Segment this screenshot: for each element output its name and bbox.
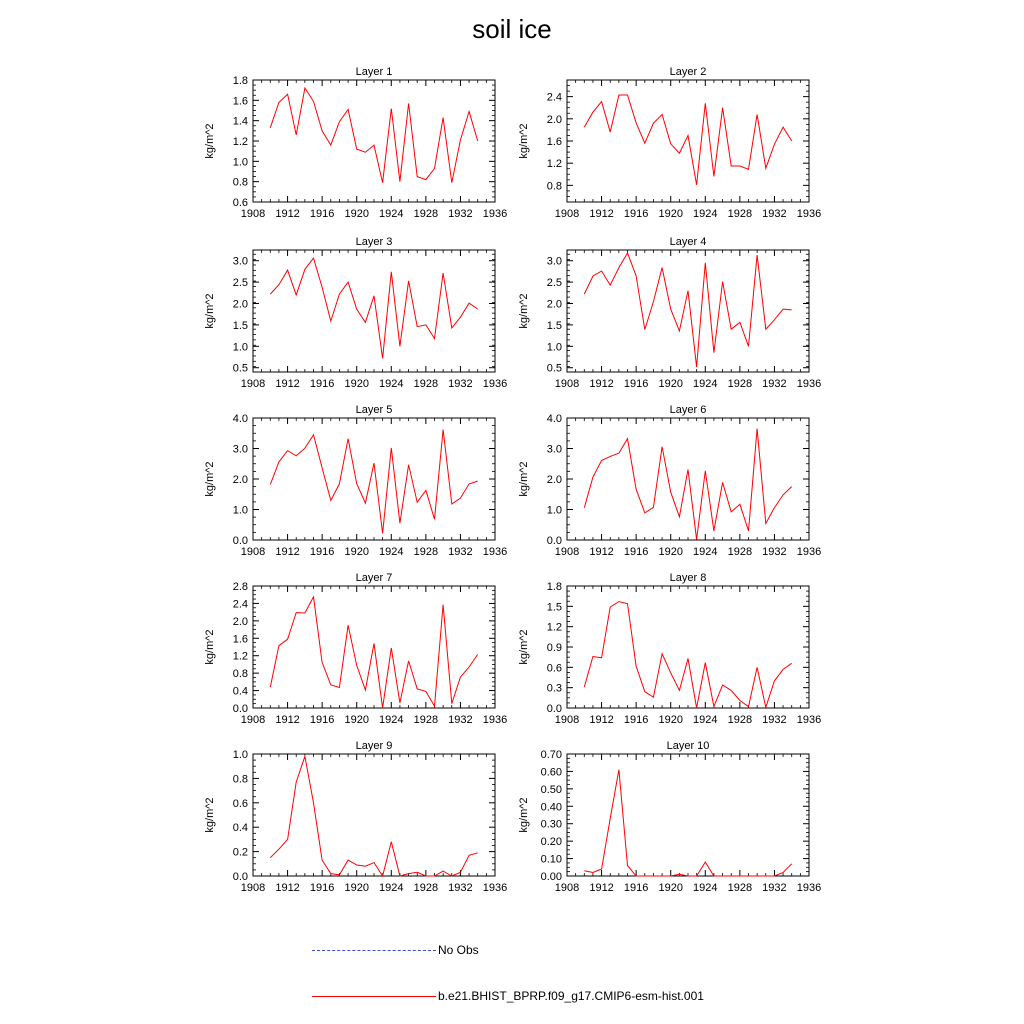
y-tick-label: 1.5 (546, 601, 562, 614)
x-tick-label: 1908 (240, 208, 266, 220)
y-tick-label: 0.70 (540, 749, 562, 761)
plot-frame (253, 418, 495, 540)
panel-title: Layer 2 (669, 66, 707, 78)
y-axis-label: kg/m^2 (204, 123, 216, 159)
x-tick-label: 1912 (589, 882, 614, 894)
x-tick-label: 1912 (589, 546, 614, 558)
x-tick-label: 1936 (482, 378, 508, 390)
y-tick-label: 1.0 (232, 749, 248, 761)
panel-title: Layer 10 (666, 740, 710, 752)
x-tick-label: 1908 (240, 882, 266, 894)
y-tick-label: 1.2 (232, 136, 248, 148)
x-tick-label: 1916 (623, 546, 649, 558)
y-tick-label: 1.8 (232, 75, 248, 87)
x-tick-label: 1912 (275, 208, 300, 220)
x-tick-label: 1928 (413, 208, 439, 220)
plot-frame (567, 250, 809, 372)
y-tick-label: 1.8 (546, 581, 562, 593)
panel-title: Layer 8 (669, 572, 707, 584)
x-tick-label: 1936 (482, 714, 508, 726)
legend-swatch-dashed (312, 950, 436, 951)
y-tick-label: 2.5 (546, 277, 562, 290)
x-tick-label: 1928 (413, 546, 439, 558)
y-tick-label: 3.0 (546, 255, 562, 268)
x-tick-label: 1920 (658, 208, 683, 220)
y-tick-label: 1.0 (232, 341, 248, 354)
y-axis-label: kg/m^2 (204, 293, 216, 329)
y-tick-label: 1.2 (546, 621, 562, 634)
x-tick-label: 1916 (623, 882, 649, 894)
y-tick-label: 1.0 (232, 504, 248, 517)
panel-title: Layer 3 (355, 236, 393, 248)
panel-title: Layer 5 (355, 404, 393, 416)
x-tick-label: 1912 (589, 714, 614, 726)
series-line (584, 602, 791, 708)
plot-frame (567, 80, 809, 202)
x-tick-label: 1924 (379, 714, 404, 726)
x-tick-label: 1920 (658, 882, 683, 894)
y-tick-label: 4.0 (232, 413, 248, 425)
x-tick-label: 1932 (448, 882, 473, 894)
x-tick-label: 1928 (727, 882, 753, 894)
series-line (584, 770, 791, 876)
chart-panel-layer-7 (204, 572, 507, 726)
x-tick-label: 1920 (658, 546, 683, 558)
x-tick-label: 1936 (796, 546, 822, 558)
x-tick-label: 1916 (623, 208, 649, 220)
chart-panel-layer-1 (204, 66, 507, 220)
y-tick-label: 0.6 (232, 797, 248, 810)
x-tick-label: 1936 (796, 208, 822, 220)
y-tick-label: 0.5 (232, 362, 248, 375)
series-line (270, 88, 477, 183)
y-tick-label: 2.4 (232, 598, 248, 611)
x-tick-label: 1932 (448, 208, 473, 220)
x-tick-label: 1932 (448, 714, 473, 726)
series-line (270, 258, 477, 358)
x-tick-label: 1936 (796, 882, 822, 894)
x-tick-label: 1920 (344, 714, 369, 726)
y-tick-label: 3.0 (232, 443, 248, 456)
series-line (584, 253, 791, 367)
y-tick-label: 2.5 (232, 277, 248, 290)
y-tick-label: 1.5 (232, 319, 248, 332)
panel-title: Layer 6 (669, 404, 707, 416)
y-tick-label: 1.5 (546, 319, 562, 332)
panel-title: Layer 7 (355, 572, 393, 584)
y-tick-label: 0.5 (546, 362, 562, 375)
y-tick-label: 1.2 (546, 158, 562, 171)
x-tick-label: 1908 (554, 378, 580, 390)
y-tick-label: 0.0 (232, 535, 248, 547)
x-tick-label: 1908 (554, 208, 580, 220)
x-tick-label: 1924 (693, 882, 718, 894)
chart-panel-layer-8 (518, 572, 821, 726)
y-tick-label: 0.30 (540, 818, 562, 831)
x-tick-label: 1912 (275, 714, 300, 726)
chart-panel-layer-3 (204, 236, 507, 390)
y-axis-label: kg/m^2 (204, 629, 216, 665)
panel-title: Layer 1 (355, 66, 393, 78)
y-axis-label: kg/m^2 (518, 461, 530, 497)
x-tick-label: 1924 (379, 208, 404, 220)
y-tick-label: 0.4 (232, 685, 248, 698)
y-tick-label: 0.40 (540, 801, 562, 814)
legend-label-model: b.e21.BHIST_BPRP.f09_g17.CMIP6-esm-hist.001 (438, 989, 704, 1003)
y-tick-label: 1.6 (232, 633, 248, 646)
plot-frame (253, 80, 495, 202)
panel-title: Layer 4 (669, 236, 707, 248)
x-tick-label: 1920 (658, 714, 683, 726)
x-tick-label: 1932 (762, 882, 787, 894)
x-tick-label: 1912 (275, 546, 300, 558)
x-tick-label: 1936 (796, 714, 822, 726)
x-tick-label: 1928 (413, 714, 439, 726)
x-tick-label: 1916 (309, 378, 335, 390)
panel-title: Layer 9 (355, 740, 393, 752)
x-tick-label: 1916 (309, 546, 335, 558)
y-axis-label: kg/m^2 (518, 797, 530, 833)
plot-frame (253, 250, 495, 372)
plot-frame (253, 754, 495, 876)
x-tick-label: 1920 (658, 378, 683, 390)
y-tick-label: 2.0 (546, 298, 562, 311)
legend-swatch-solid (312, 996, 436, 997)
y-tick-label: 0.2 (232, 846, 248, 859)
y-tick-label: 2.8 (232, 581, 248, 593)
x-tick-label: 1908 (240, 714, 266, 726)
x-tick-label: 1916 (309, 882, 335, 894)
x-tick-label: 1916 (623, 714, 649, 726)
y-axis-label: kg/m^2 (518, 123, 530, 159)
legend-label-no-obs: No Obs (438, 943, 479, 957)
series-line (584, 95, 791, 185)
x-tick-label: 1936 (482, 882, 508, 894)
y-tick-label: 1.6 (546, 136, 562, 148)
y-tick-label: 3.0 (546, 443, 562, 456)
legend-item-model (312, 988, 704, 1004)
y-tick-label: 2.0 (232, 615, 248, 628)
x-tick-label: 1916 (309, 208, 335, 220)
y-axis-label: kg/m^2 (518, 629, 530, 665)
x-tick-label: 1924 (379, 882, 404, 894)
y-tick-label: 0.60 (540, 766, 562, 779)
y-tick-label: 0.8 (232, 773, 248, 786)
series-line (584, 429, 791, 540)
x-tick-label: 1916 (309, 714, 335, 726)
y-tick-label: 2.0 (232, 474, 248, 486)
x-tick-label: 1920 (344, 882, 369, 894)
x-tick-label: 1916 (623, 378, 649, 390)
y-tick-label: 0.8 (232, 668, 248, 681)
y-tick-label: 0.0 (546, 535, 562, 547)
y-tick-label: 0.0 (546, 703, 562, 715)
x-tick-label: 1912 (275, 882, 300, 894)
series-line (270, 756, 477, 876)
y-tick-label: 2.0 (546, 474, 562, 486)
y-tick-label: 2.4 (546, 91, 562, 104)
chart-panel-layer-6 (518, 404, 821, 558)
y-tick-label: 1.0 (546, 504, 562, 517)
y-tick-label: 0.10 (540, 853, 562, 866)
y-tick-label: 1.2 (232, 650, 248, 663)
x-tick-label: 1924 (379, 378, 404, 390)
x-tick-label: 1924 (693, 714, 718, 726)
figure-title: soil ice (472, 14, 552, 44)
y-tick-label: 1.6 (232, 95, 248, 108)
y-tick-label: 1.4 (232, 115, 248, 128)
y-tick-label: 3.0 (232, 255, 248, 268)
x-tick-label: 1908 (554, 882, 580, 894)
x-tick-label: 1924 (693, 546, 718, 558)
x-tick-label: 1932 (762, 378, 787, 390)
chart-panel-layer-5 (204, 404, 507, 558)
x-tick-label: 1912 (275, 378, 300, 390)
legend-item-no-obs (312, 942, 479, 958)
y-tick-label: 0.0 (232, 703, 248, 715)
x-tick-label: 1920 (344, 208, 369, 220)
x-tick-label: 1928 (727, 208, 753, 220)
y-tick-label: 4.0 (546, 413, 562, 425)
y-axis-label: kg/m^2 (204, 461, 216, 497)
x-tick-label: 1932 (762, 208, 787, 220)
chart-panel-layer-9 (204, 740, 507, 894)
y-tick-label: 0.9 (546, 642, 562, 654)
x-tick-label: 1936 (482, 208, 508, 220)
y-tick-label: 0.4 (232, 822, 248, 835)
y-tick-label: 2.0 (546, 113, 562, 126)
y-tick-label: 0.0 (232, 871, 248, 883)
x-tick-label: 1924 (693, 378, 718, 390)
y-tick-label: 0.3 (546, 682, 562, 695)
x-tick-label: 1908 (554, 714, 580, 726)
plot-frame (567, 418, 809, 540)
y-tick-label: 1.0 (232, 156, 248, 169)
x-tick-label: 1928 (413, 378, 439, 390)
x-tick-label: 1912 (589, 208, 614, 220)
y-tick-label: 0.00 (540, 871, 562, 883)
y-tick-label: 0.8 (546, 180, 562, 193)
x-tick-label: 1928 (727, 546, 753, 558)
series-line (270, 597, 477, 708)
y-tick-label: 1.0 (546, 341, 562, 354)
x-tick-label: 1932 (762, 546, 787, 558)
x-tick-label: 1928 (727, 714, 753, 726)
x-tick-label: 1908 (240, 378, 266, 390)
x-tick-label: 1912 (589, 378, 614, 390)
y-tick-label: 0.50 (540, 783, 562, 796)
x-tick-label: 1924 (379, 546, 404, 558)
chart-panel-layer-4 (518, 236, 821, 390)
y-axis-label: kg/m^2 (204, 797, 216, 833)
y-tick-label: 0.6 (232, 197, 248, 209)
x-tick-label: 1932 (448, 546, 473, 558)
chart-panel-layer-10 (518, 740, 821, 894)
y-tick-label: 0.8 (232, 176, 248, 189)
x-tick-label: 1920 (344, 378, 369, 390)
x-tick-label: 1920 (344, 546, 369, 558)
x-tick-label: 1936 (796, 378, 822, 390)
y-tick-label: 2.0 (232, 298, 248, 311)
chart-panel-layer-2 (518, 66, 821, 220)
x-tick-label: 1908 (554, 546, 580, 558)
x-tick-label: 1936 (482, 546, 508, 558)
y-axis-label: kg/m^2 (518, 293, 530, 329)
x-tick-label: 1928 (727, 378, 753, 390)
x-tick-label: 1924 (693, 208, 718, 220)
series-line (270, 430, 477, 534)
x-tick-label: 1908 (240, 546, 266, 558)
x-tick-label: 1932 (448, 378, 473, 390)
x-tick-label: 1928 (413, 882, 439, 894)
x-tick-label: 1932 (762, 714, 787, 726)
y-tick-label: 0.20 (540, 836, 562, 849)
y-tick-label: 0.6 (546, 662, 562, 675)
